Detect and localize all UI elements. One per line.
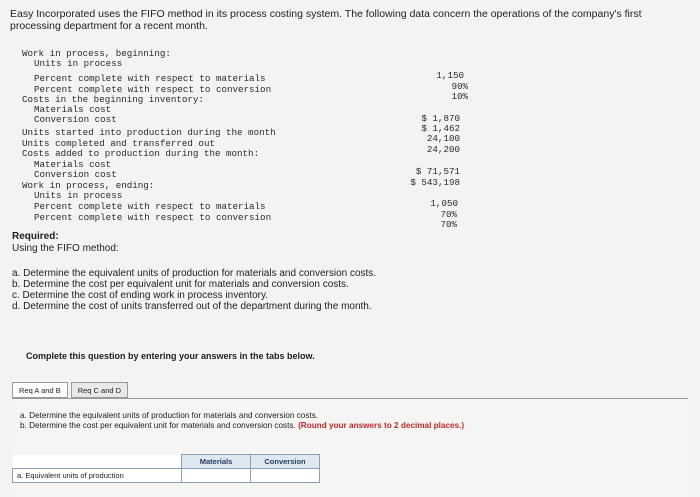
panel-line-a: a. Determine the equivalent units of production for materials and conversion costs. bbox=[20, 411, 319, 420]
row-value-14: 70% bbox=[440, 209, 457, 220]
instruction-text: Complete this question by entering your answers in the tabs below. bbox=[26, 351, 315, 361]
required-item-b: b. Determine the cost per equivalent unit for materials and conversion costs. bbox=[12, 279, 349, 290]
required-item-c: c. Determine the cost of ending work in process inventory. bbox=[12, 290, 269, 301]
row-label-12: Work in process, ending: bbox=[22, 180, 155, 191]
row-label-13: Units in process bbox=[34, 190, 123, 201]
required-item-d: d. Determine the cost of units transferred out of the department during the month. bbox=[12, 301, 372, 312]
required-item-a: a. Determine the equivalent units of production for materials and conversion costs. bbox=[12, 268, 377, 279]
row-label-14: Percent complete with respect to materials bbox=[34, 201, 266, 212]
row-label-0: Work in process, beginning: bbox=[22, 48, 171, 59]
tab-bar bbox=[12, 382, 131, 398]
row-label-8: Units completed and transferred out bbox=[22, 138, 215, 149]
row-value-8: 24,200 bbox=[426, 144, 460, 155]
required-list bbox=[12, 268, 376, 312]
row-label-5: Materials cost bbox=[34, 104, 112, 115]
row-value-2: 90% bbox=[451, 81, 468, 92]
input-conversion[interactable] bbox=[251, 469, 320, 483]
row-value-5: $ 1,870 bbox=[421, 113, 460, 124]
panel-line-b-text: b. Determine the cost per equivalent unit for materials and conversion costs. bbox=[20, 421, 296, 430]
row-value-10: $ 71,571 bbox=[415, 166, 460, 177]
row-label-2: Percent complete with respect to materials bbox=[34, 73, 266, 84]
col-header-conversion: Conversion bbox=[251, 455, 320, 469]
row-value-3: 10% bbox=[451, 91, 468, 102]
input-materials[interactable] bbox=[182, 469, 251, 483]
row-value-13: 1,050 bbox=[430, 198, 458, 209]
row-value-7: 24,100 bbox=[426, 133, 460, 144]
row-value-6: $ 1,462 bbox=[421, 123, 460, 134]
row-label-1: Units in process bbox=[34, 58, 123, 69]
row-label-11: Conversion cost bbox=[34, 169, 117, 180]
row-label-3: Percent complete with respect to conversion bbox=[34, 84, 272, 95]
panel-instructions bbox=[20, 411, 464, 431]
row-value-11: $ 543,198 bbox=[410, 177, 460, 188]
row-label-4: Costs in the beginning inventory: bbox=[22, 94, 204, 105]
row-value-1: 1,150 bbox=[436, 70, 464, 81]
problem-intro: Easy Incorporated uses the FIFO method in its process costing system. The following data concern the operations of the company's first processing department for a recent month. bbox=[10, 8, 642, 32]
tab-req-c-and-d[interactable]: Req C and D bbox=[71, 382, 128, 398]
tab-req-a-and-b[interactable]: Req A and B bbox=[12, 382, 68, 398]
grid-corner bbox=[13, 455, 182, 469]
row-label-10: Materials cost bbox=[34, 159, 112, 170]
row-label-7: Units started into production during the month bbox=[22, 127, 276, 138]
col-header-materials: Materials bbox=[182, 455, 251, 469]
row-label-6: Conversion cost bbox=[34, 114, 117, 125]
row-label-15: Percent complete with respect to conversion bbox=[34, 212, 272, 223]
panel-line-b bbox=[20, 421, 464, 431]
tab-panel bbox=[12, 398, 688, 497]
row-label-9: Costs added to production during the month: bbox=[22, 148, 260, 159]
rounding-note: (Round your answers to 2 decimal places.) bbox=[298, 421, 465, 430]
required-subheading: Using the FIFO method: bbox=[12, 243, 119, 254]
row-label-equivalent-units: a. Equivalent units of production bbox=[13, 469, 182, 483]
answer-grid bbox=[12, 454, 320, 483]
data-table bbox=[0, 0, 700, 240]
row-value-15: 70% bbox=[440, 219, 457, 230]
required-heading: Required: bbox=[12, 231, 59, 242]
